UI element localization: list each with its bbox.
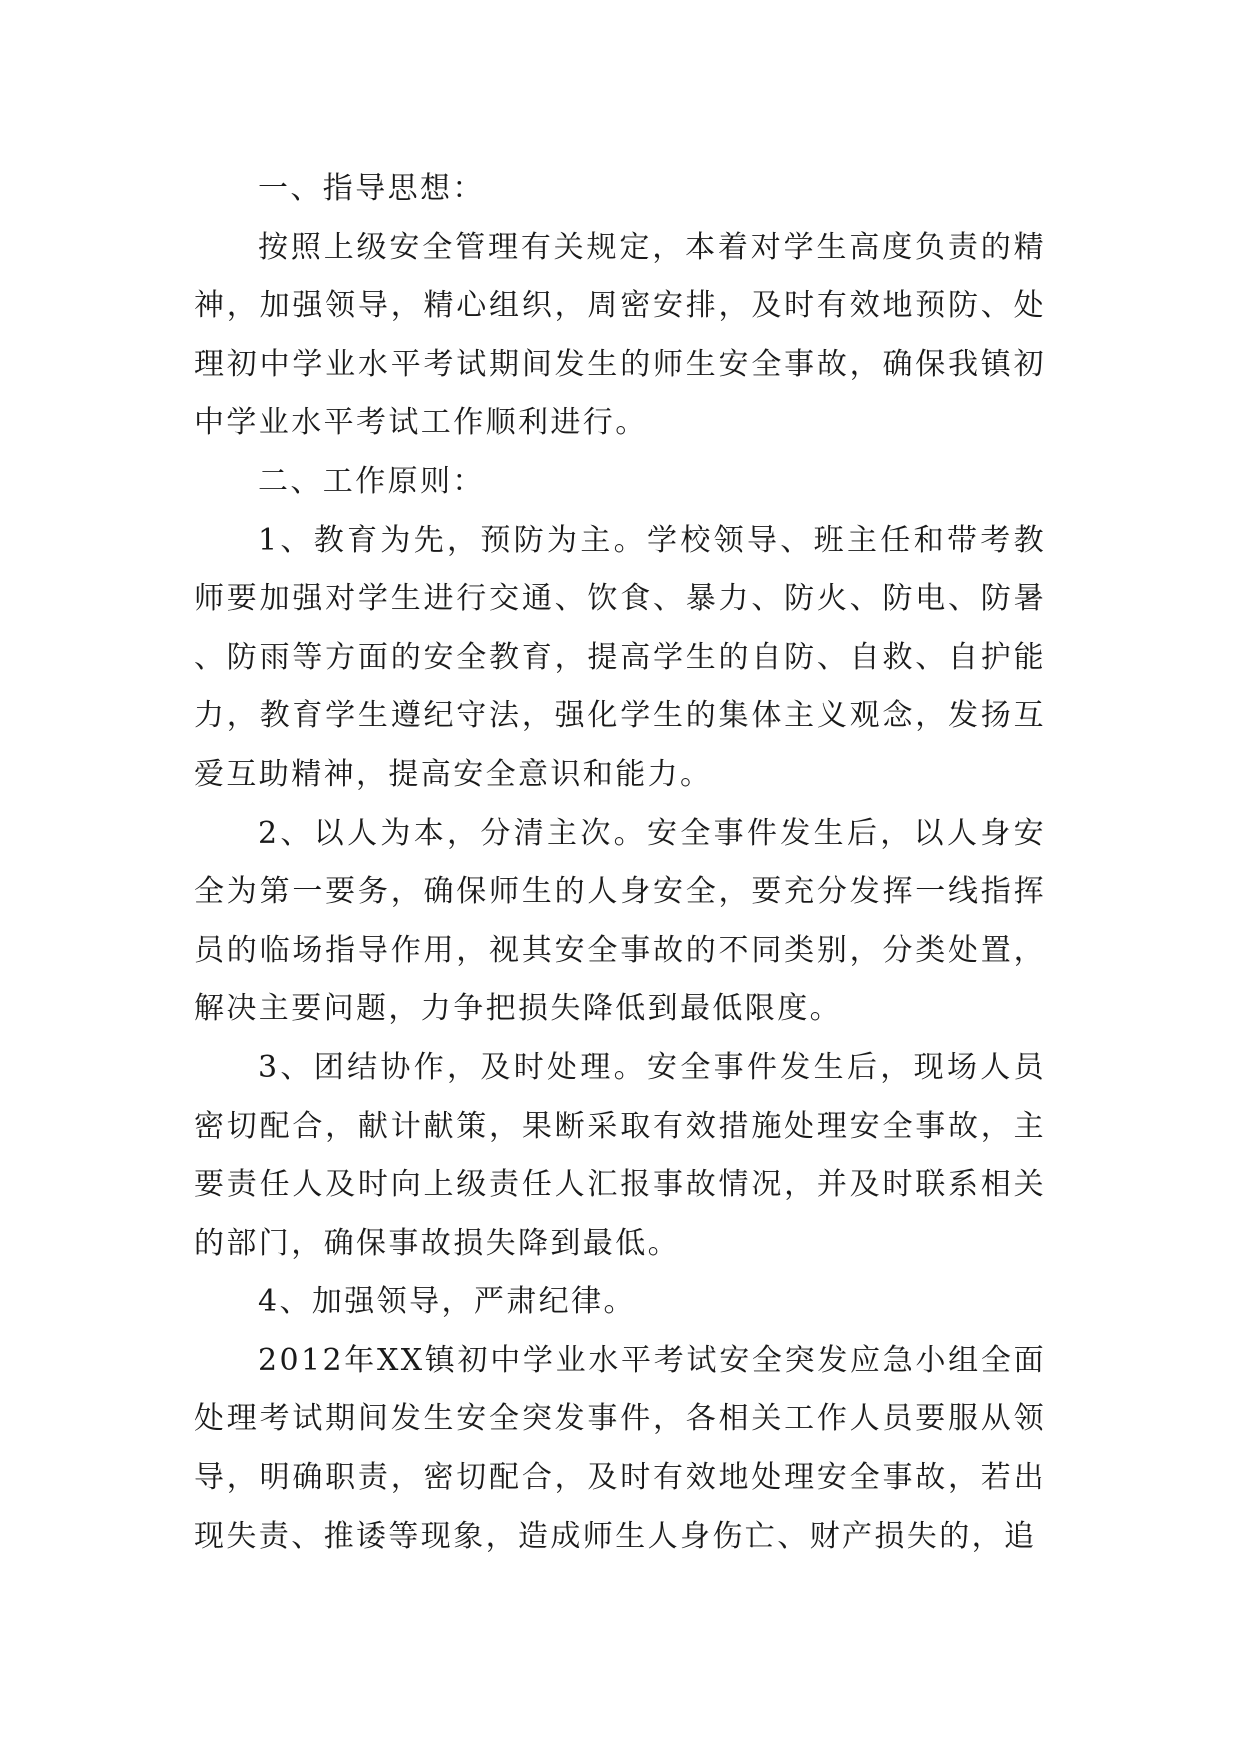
section-heading-work-principles: 二、工作原则： xyxy=(258,463,485,499)
paragraph-guiding-ideology: 按照上级安全管理有关规定，本着对学生高度负责的精神，加强领导，精心组织，周密安排，及时有效地预防、处理初中学业水平考试期间发生的师生安全事故，确保我镇初中学业水平考试工作顺利进行。 xyxy=(194,229,1046,441)
document-body xyxy=(194,160,1046,1566)
section-heading-guiding-ideology: 一、指导思想： xyxy=(258,171,485,206)
paragraph-principle-1: 1、教育为先，预防为主。学校领导、班主任和带考教师要加强对学生进行交通、饮食、暴力、防火、防电、防暑、防雨等方面的安全教育，提高学生的自防、自救、自护能力，教育学生遵纪守法，强化学生的集体主义观念，发扬互爱互助精神，提高安全意识和能力。 xyxy=(194,522,1046,792)
paragraph-principle-3: 3、团结协作，及时处理。安全事件发生后，现场人员密切配合，献计献策，果断采取有效措施处理安全事故，主要责任人及时向上级责任人汇报事故情况，并及时联系相关的部门，确保事故损失降到最低。 xyxy=(194,1049,1046,1261)
paragraph-principle-2: 2、以人为本，分清主次。安全事件发生后，以人身安全为第一要务，确保师生的人身安全，要充分发挥一线指挥员的临场指导作用，视其安全事故的不同类别，分类处置，解决主要问题，力争把损失降低到最低限度。 xyxy=(194,815,1046,1027)
paragraph-principle-4: 4、加强领导，严肃纪律。 xyxy=(258,1284,636,1320)
paragraph-emergency-group: 2012年XX镇初中学业水平考试安全突发应急小组全面处理考试期间发生安全突发事件，各相关工作人员要服从领导，明确职责，密切配合，及时有效地处理安全事故，若出现失责、推诿等现象，造成师生人身伤亡、财产损失的，追 xyxy=(194,1342,1046,1554)
